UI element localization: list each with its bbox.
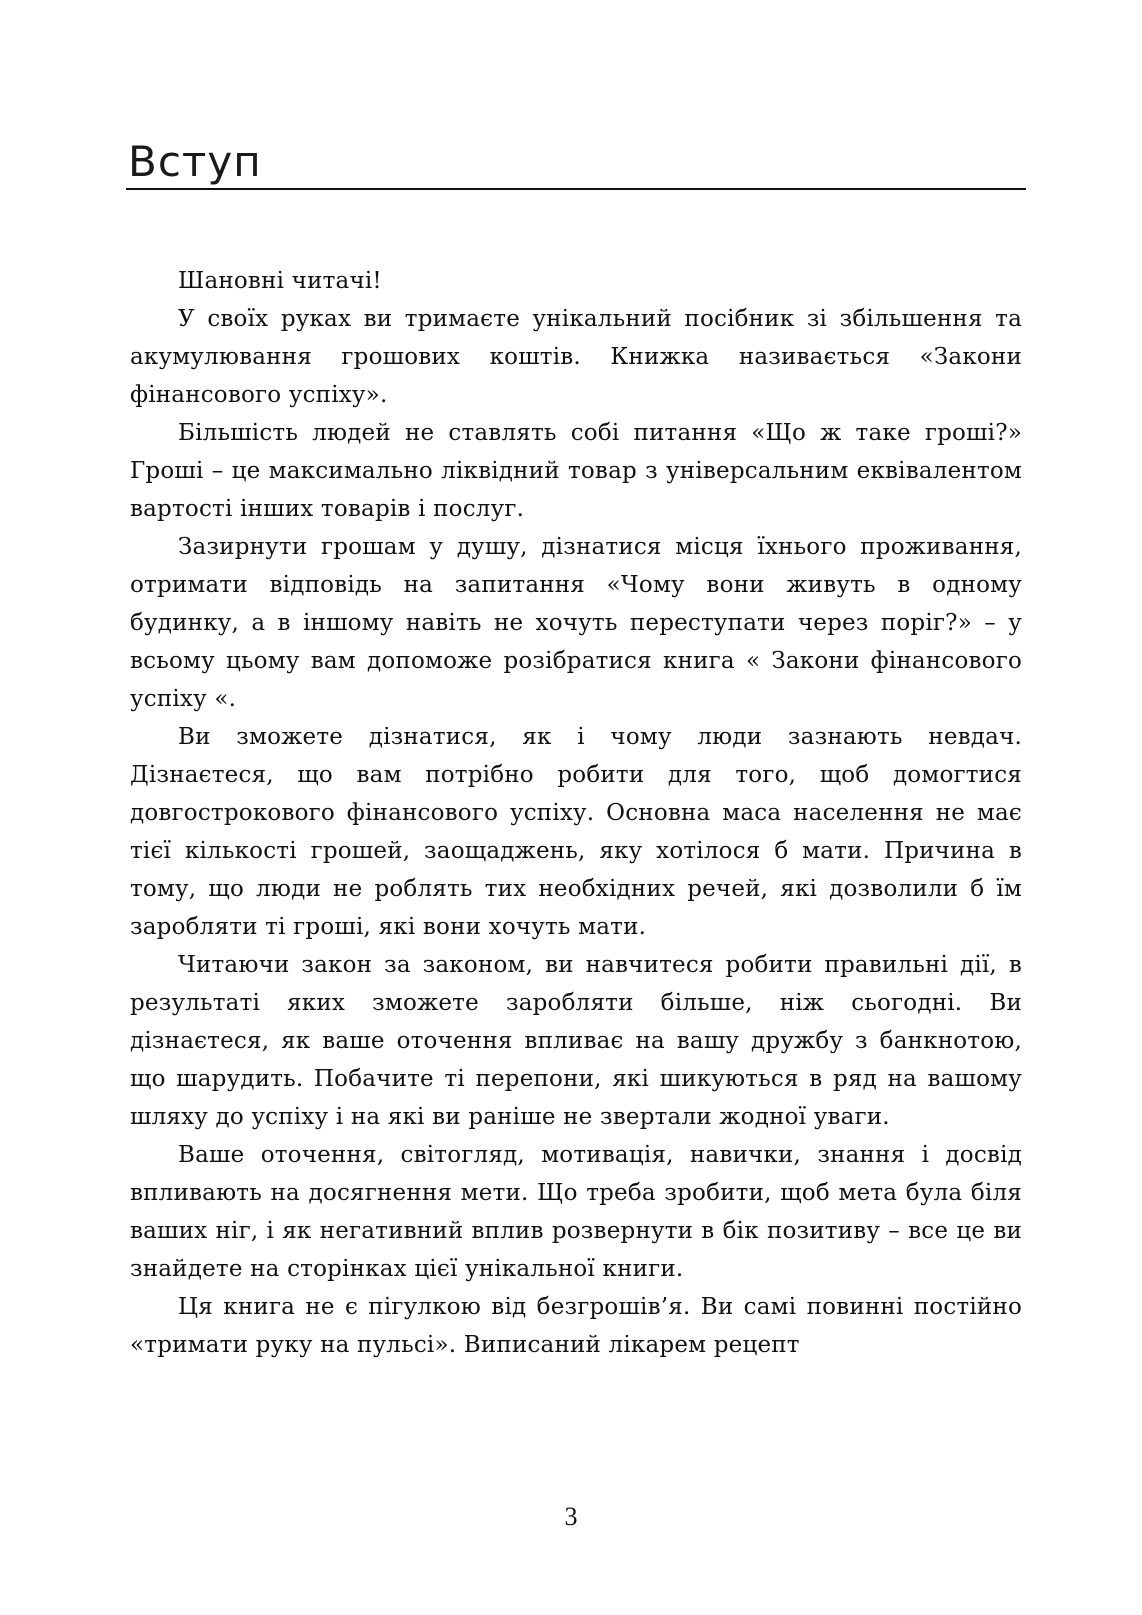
paragraph: Ця книга не є пігулкою від безгрошів’я. Ви самі повинні постійно «тримати руку на пульсі». Виписаний лікарем рецепт [130, 1294, 1022, 1358]
paragraph: Більшість людей не ставлять собі питання «Що ж таке гроші?» Гроші – це максимально ліквідний товар з універсальним еквівалентом вартості інших товарів і послуг. [130, 420, 1022, 522]
paragraph: Читаючи закон за законом, ви навчитеся робити правильні дії, в результаті яких зможете заробляти більше, ніж сьогодні. Ви дізнаєтеся, як ваше оточення впливає на вашу дружбу з банкнотою, що шарудить. Побачите ті перепони, які шикуються в ряд на вашому шляху до успіху і на які ви раніше не звертали жодної уваги. [130, 952, 1022, 1130]
chapter-heading: Вступ [128, 137, 262, 186]
page-number: 3 [564, 1502, 578, 1531]
paragraph: Ви зможете дізнатися, як і чому люди зазнають невдач. Дізнаєтеся, що вам потрібно робити для того, щоб домогтися довгострокового фінансового успіху. Основна маса населення не має тієї кількості грошей, заощаджень, яку хотілося б мати. Причина в тому, що люди не роблять тих необхідних речей, які дозволили б їм заробляти ті гроші, які вони хочуть мати. [130, 724, 1022, 940]
body-text [130, 262, 1022, 1364]
paragraph: У своїх руках ви тримаєте унікальний посібник зі збільшення та акумулювання грошових коштів. Книжка називається «Закони фінансового успіху». [130, 306, 1022, 408]
paragraph: Зазирнути грошам у душу, дізнатися місця їхнього проживання, отримати відповідь на запитання «Чому вони живуть в одному будинку, а в іншому навіть не хочуть переступати через поріг?» – у всьому цьому вам допоможе розібратися книга « Закони фінансового успіху «. [130, 534, 1022, 712]
heading-underline [126, 188, 1026, 190]
paragraph: Ваше оточення, світогляд, мотивація, навички, знання і досвід впливають на досягнення мети. Що треба зробити, щоб мета була біля ваших ніг, і як негативний вплив розвернути в бік позитиву – все це ви знайдете на сторінках цієї унікальної книги. [130, 1142, 1022, 1282]
paragraph: Шановні читачі! [178, 268, 382, 294]
